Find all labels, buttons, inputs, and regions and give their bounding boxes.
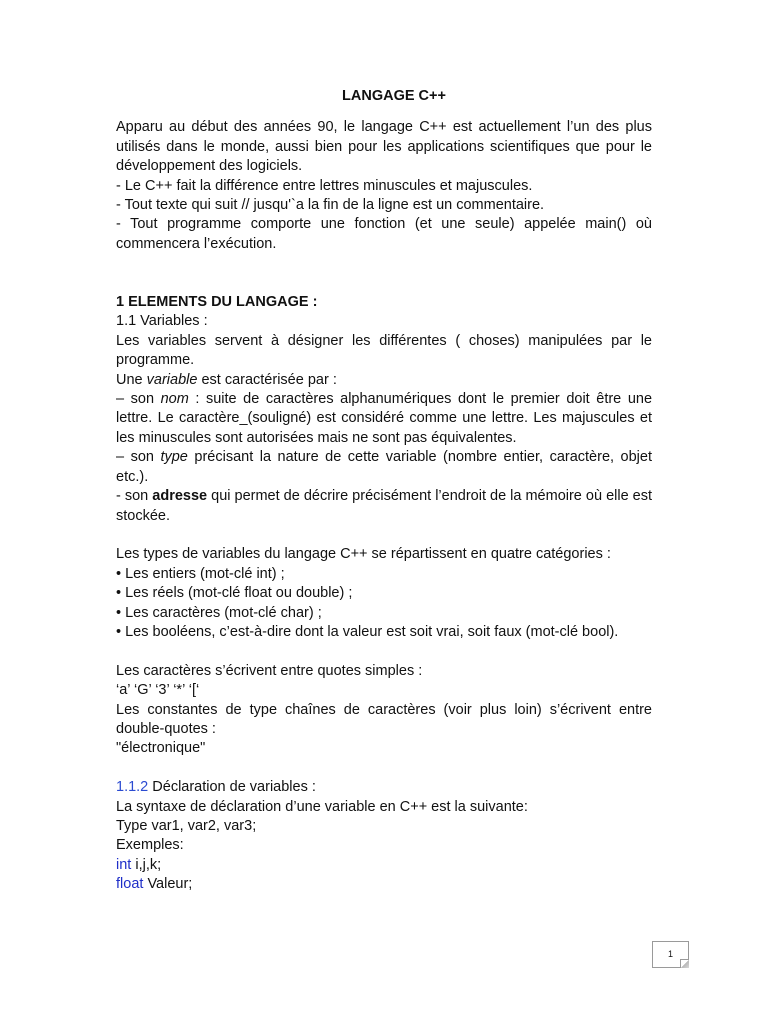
examples-label: Exemples: <box>116 837 184 854</box>
emphasis-text: type <box>160 449 188 466</box>
spacer <box>116 759 652 778</box>
code-text: i,j,k; <box>131 856 162 873</box>
intro-comment-note: - Tout texte qui suit // jusqu'`a la fin de la ligne est un commentaire. <box>116 197 545 214</box>
spacer <box>116 526 652 545</box>
document-title: LANGAGE C++ <box>342 88 446 104</box>
text-segment: précisant la nature de cette variable (nombre entier, caractère, objet etc.). <box>116 449 652 485</box>
code-text: Valeur; <box>143 876 193 893</box>
emphasis-text: nom <box>160 391 189 408</box>
bold-text: adresse <box>152 488 208 505</box>
variable-address-item <box>116 487 652 526</box>
declaration-syntax: La syntaxe de déclaration d’une variable en C++ est la suivante: <box>116 798 528 815</box>
code-line <box>116 856 652 875</box>
page-number: 1 <box>652 941 689 968</box>
intro-paragraph: Apparu au début des années 90, le langage C++ est actuellement l’un des plus utilisés dans le monde, aussi bien pour les applications scientifiques que pour le développement des logiciels. <box>116 119 652 175</box>
list-item: • Les réels (mot-clé float ou double) ; <box>116 585 353 602</box>
intro-main-note: - Tout programme comporte une fonction (et une seule) appelée main() où commencera l’exécution. <box>116 216 652 252</box>
strings-intro: Les constantes de type chaînes de caractères (voir plus loin) s’écrivent entre double-quotes : <box>116 701 652 737</box>
declaration-syntax-example: Type var1, var2, var3; <box>116 817 257 834</box>
text-segment: Une <box>116 371 147 388</box>
section-number: 1.1.2 <box>116 779 149 796</box>
list-item: • Les caractères (mot-clé char) ; <box>116 604 322 621</box>
variable-characterized <box>116 371 652 390</box>
intro-case-note: - Le C++ fait la différence entre lettres minuscules et majuscules. <box>116 177 533 194</box>
spacer <box>116 642 652 661</box>
string-example: "électronique" <box>116 740 206 757</box>
spacer <box>116 254 652 293</box>
list-item: • Les booléens, c’est-à-dire dont la valeur est soit vrai, soit faux (mot-clé bool). <box>116 623 619 640</box>
text-segment: - son <box>116 488 153 505</box>
types-intro: Les types de variables du langage C++ se répartissent en quatre catégories : <box>116 546 611 563</box>
variable-type-item <box>116 448 652 487</box>
emphasis-text: variable <box>146 371 198 388</box>
keyword-int: int <box>116 856 132 873</box>
code-line <box>116 875 652 894</box>
subsection-heading: 1.1 Variables : <box>116 313 208 330</box>
text-segment: est caractérisée par : <box>197 371 337 388</box>
text-segment: Déclaration de variables : <box>148 779 316 796</box>
section-heading: 1 ELEMENTS DU LANGAGE : <box>116 294 318 311</box>
text-segment: : suite de caractères alphanumériques dont le premier doit être une lettre. Le caractère_(souligné) est considéré comme une lettre. Les majuscules et les minuscules sont autorisées mais ne sont pas équivalentes. <box>116 391 653 446</box>
text-segment: qui permet de décrire précisément l’endroit de la mémoire où elle est stockée. <box>116 488 653 524</box>
text-segment: – son <box>116 391 161 408</box>
variable-name-item <box>116 390 652 448</box>
declaration-heading <box>116 778 652 797</box>
chars-examples: ‘a’ ‘G’ ‘3’ ‘*’ ‘[‘ <box>116 682 200 699</box>
variables-description: Les variables servent à désigner les différentes ( choses) manipulées par le programme. <box>116 332 652 369</box>
document-body <box>116 87 652 895</box>
list-item: • Les entiers (mot-clé int) ; <box>116 565 285 582</box>
keyword-float: float <box>116 876 144 893</box>
chars-intro: Les caractères s’écrivent entre quotes simples : <box>116 662 423 679</box>
text-segment: – son <box>116 449 161 466</box>
